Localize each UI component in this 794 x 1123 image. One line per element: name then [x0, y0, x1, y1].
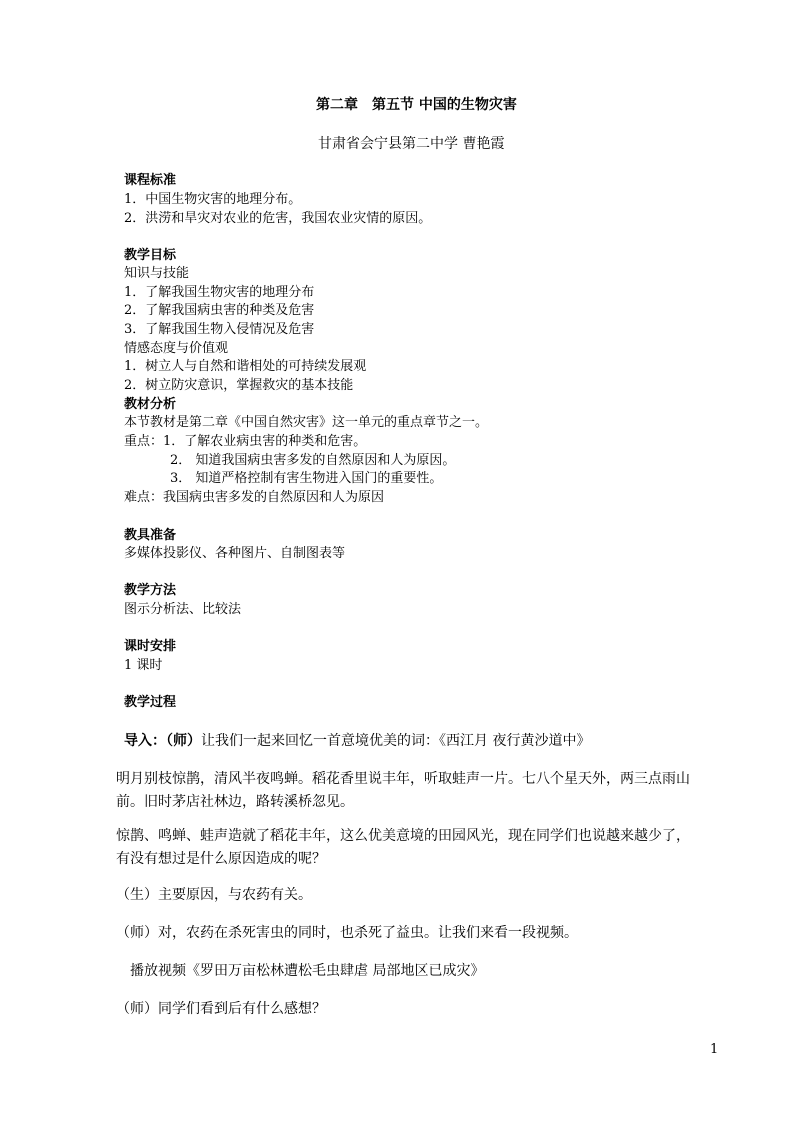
page-number: 1: [710, 1042, 719, 1057]
heading-methods: 教学方法: [124, 583, 177, 598]
knowledge-item: 1．了解我国生物灾害的地理分布: [124, 285, 315, 300]
key-point: 重点：1．了解农业病虫害的种类和危害。: [124, 434, 367, 449]
intro-line: [124, 734, 590, 748]
knowledge-item: 2．了解我国病虫害的种类及危害: [124, 303, 315, 318]
question-line: （师）同学们看到后有什么感想？: [116, 1001, 326, 1017]
heading-schedule: 课时安排: [124, 639, 177, 654]
knowledge-label: 知识与技能: [124, 266, 190, 281]
schedule-text: 1 课时: [124, 658, 163, 673]
heading-analysis: 教材分析: [124, 397, 177, 412]
attitude-label: 情感态度与价值观: [124, 341, 229, 356]
key-point: 2． 知道我国病虫害多发的自然原因和人为原因。: [170, 453, 456, 468]
poem-line: 明月别枝惊鹊，清风半夜鸣蝉。稻花香里说丰年，听取蛙声一片。七八个星天外，两三点雨山: [116, 771, 690, 787]
heading-goals: 教学目标: [124, 248, 177, 263]
key-point: 3． 知道严格控制有害生物进入国门的重要性。: [170, 471, 443, 486]
paragraph-line: 惊鹊、鸣蝉、蛙声造就了稻花丰年，这么优美意境的田园风光，现在同学们也说越来越少了，: [116, 828, 690, 844]
knowledge-item: 3．了解我国生物入侵情况及危害: [124, 322, 315, 337]
paragraph-line: 有没有想过是什么原因造成的呢？: [116, 851, 326, 867]
attitude-item: 1．树立人与自然和谐相处的可持续发展观: [124, 359, 367, 374]
curriculum-item: 1．中国生物灾害的地理分布。: [124, 192, 302, 207]
difficulty: 难点：我国病虫害多发的自然原因和人为原因: [124, 490, 385, 505]
tools-text: 多媒体投影仪、各种图片、自制图表等: [124, 546, 346, 561]
student-reply: （生）主要原因，与农药有关。: [116, 887, 312, 903]
methods-text: 图示分析法、比较法: [124, 602, 242, 617]
heading-curriculum: 课程标准: [124, 173, 177, 188]
teacher-reply: （师）对，农药在杀死害虫的同时，也杀死了益虫。让我们来看一段视频。: [116, 925, 578, 941]
video-line: 播放视频《罗田万亩松林遭松毛虫肆虐 局部地区已成灾》: [130, 963, 485, 979]
author-line: 甘肃省会宁县第二中学 曹艳霞: [318, 136, 505, 152]
poem-line: 前。旧时茅店社林边，路转溪桥忽见。: [116, 794, 354, 810]
intro-label: 导入：（师）: [124, 733, 201, 749]
heading-process: 教学过程: [124, 695, 177, 710]
heading-tools: 教具准备: [124, 528, 177, 543]
curriculum-item: 2．洪涝和旱灾对农业的危害，我国农业灾情的原因。: [124, 211, 432, 226]
analysis-intro: 本节教材是第二章《中国自然灾害》这一单元的重点章节之一。: [124, 415, 489, 430]
document-title: 第二章 第五节 中国的生物灾害: [316, 97, 517, 113]
attitude-item: 2．树立防灾意识，掌握救灾的基本技能: [124, 378, 354, 393]
intro-text: 让我们一起来回忆一首意境优美的词：《西江月 夜行黄沙道中》: [201, 733, 591, 749]
